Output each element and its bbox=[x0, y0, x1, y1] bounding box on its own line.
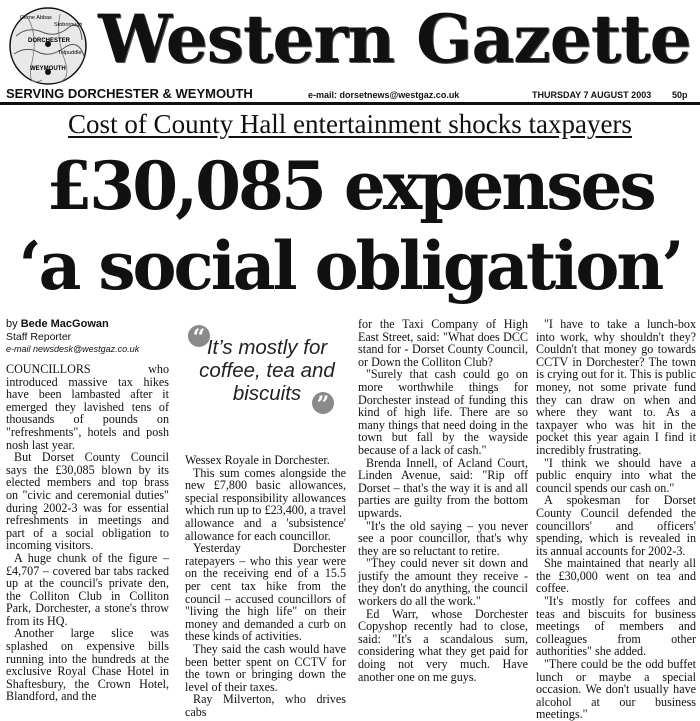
issue-date: THURSDAY 7 AUGUST 2003 bbox=[532, 90, 652, 100]
byline-email: e-mail newsdesk@westgaz.co.uk bbox=[6, 344, 140, 354]
paragraph: Brenda Innell, of Acland Court, Linden Avenue, said: "Rip off Dorset – that's the way it is and all parties are guilty from the bottom upwards. bbox=[358, 455, 528, 520]
paragraph: "It's the old saying – you never see a poor councillor, that's why they are so reluctant to retire. bbox=[358, 518, 528, 558]
logo-place: Stoborough bbox=[54, 22, 83, 28]
issue-price: 50p bbox=[672, 90, 688, 100]
logo-place: Cerne Abbas bbox=[20, 15, 52, 21]
paragraph: "There could be the odd buffet lunch or maybe a special occasion. We don't usually have alcohol at our business meetings." bbox=[536, 657, 696, 721]
paragraph: Ed Warr, whose Dorchester Copyshop recently had to close, said: "It's a scandalous sum, considering what they get paid for doing not very much. Have another one on me guys. bbox=[358, 606, 528, 684]
logo-place: Tolpuddle bbox=[58, 50, 82, 56]
paragraph: Yesterday Dorchester ratepayers – who this year were on the receiving end of a 15.5 per cent tax hike from the council – accused councillors of "living the high life" on their money and demanded a curb on these kinds of activities. bbox=[185, 541, 346, 644]
quote-open-icon: “ bbox=[188, 325, 210, 347]
paragraph: Another large slice was splashed on expensive bills running into the hundreds at the exclusive Royal Chase Hotel in Shaftesbury, the Crown Hotel, Blandford, and the bbox=[6, 626, 169, 704]
paragraph: But Dorset County Council says the £30,085 blown by its elected members and top brass on "civic and ceremonial duties" during 2002-3 was for essential refreshments in meetings and part of a social obligation to incoming visitors. bbox=[6, 450, 169, 553]
headline-line-2: ‘a social obligation’ bbox=[18, 227, 682, 305]
paragraph: A huge chunk of the figure – £4,707 – covered bar tabs racked up at the council's private den, the Colliton Club in Colliton Park, Dorchester, a stone's throw from its HQ. bbox=[6, 550, 169, 628]
pull-quote-text: It’s mostly for coffee, tea and biscuits bbox=[199, 336, 335, 405]
paragraph: "I have to take a lunch-box into work, why shouldn't they? Couldn't that money go towards CCTV in Dorchester? The town is crying out for it. This is public money, not some private fund they can draw on when and where they want to. As a taxpayer who was hit in the pocket this year again I find it incredibly frustrating. bbox=[536, 317, 696, 457]
serving-line: SERVING DORCHESTER & WEYMOUTH bbox=[6, 86, 253, 101]
paragraph: "It's mostly for coffees and teas and biscuits for business meetings of members and colleagues from other authorities" she added. bbox=[536, 594, 696, 659]
byline-role: Staff Reporter bbox=[6, 331, 72, 343]
article-column-2 bbox=[185, 454, 346, 718]
paragraph: She maintained that nearly all the £30,000 went on tea and coffee. bbox=[536, 556, 696, 596]
article-column-3 bbox=[358, 318, 528, 683]
paragraph: This sum comes alongside the new £7,800 basic allowances, special responsibility allowances which run up to £23,400, a travel allowance and a 'subsistence' allowance for each councillor. bbox=[185, 465, 346, 543]
article-column-4 bbox=[536, 318, 696, 721]
byline-prefix: by bbox=[6, 318, 21, 330]
paragraph: Wessex Royale in Dorchester. bbox=[185, 453, 330, 467]
quote-close-icon: ” bbox=[312, 392, 334, 414]
paragraph: "Surely that cash could go on more worthwhile things for Dorchester instead of funding this kind of high life. There are so many things that need doing in the town but fall by the wayside because of a lack of cash." bbox=[358, 367, 528, 457]
article-column-1 bbox=[6, 318, 169, 703]
newspaper-logo bbox=[8, 6, 88, 86]
headline-kicker: Cost of County Hall entertainment shocks taxpayers bbox=[68, 109, 632, 139]
masthead-strip bbox=[0, 86, 700, 102]
masthead-title: Western Gazette bbox=[98, 0, 691, 78]
paragraph: They said the cash would have been better spent on CCTV for the town or bringing down the level of their taxes. bbox=[185, 641, 346, 694]
headline-line-1: £30,085 expenses bbox=[46, 147, 654, 225]
logo-place: WEYMOUTH bbox=[30, 66, 66, 72]
paragraph: for the Taxi Company of High East Street, said: "What does DCC stand for - Dorset County Council, or Down the Colliton Club? bbox=[358, 317, 528, 369]
byline bbox=[6, 318, 169, 331]
paragraph: "I think we should have a public enquiry into what the council spends our cash on." bbox=[536, 455, 696, 495]
paragraph: Ray Milverton, who drives cabs bbox=[185, 692, 346, 719]
paragraph: COUNCILLORS who introduced massive tax hikes have been lambasted after it emerged they lavished tens of thousands of pounds on "refreshments", hotels and posh nosh last year. bbox=[6, 362, 169, 452]
logo-place: DORCHESTER bbox=[28, 38, 71, 44]
newsroom-email: e-mail: dorsetnews@westgaz.co.uk bbox=[308, 90, 460, 100]
paragraph: "They could never sit down and justify the amount they receive - they don't do anything, the council workers do all the work." bbox=[358, 556, 528, 609]
paragraph: A spokesman for Dorset County Council defended the councillors' and officers' spending, which is revealed in its annual accounts for 2002-3. bbox=[536, 493, 696, 558]
byline-author: Bede MacGowan bbox=[20, 318, 109, 330]
